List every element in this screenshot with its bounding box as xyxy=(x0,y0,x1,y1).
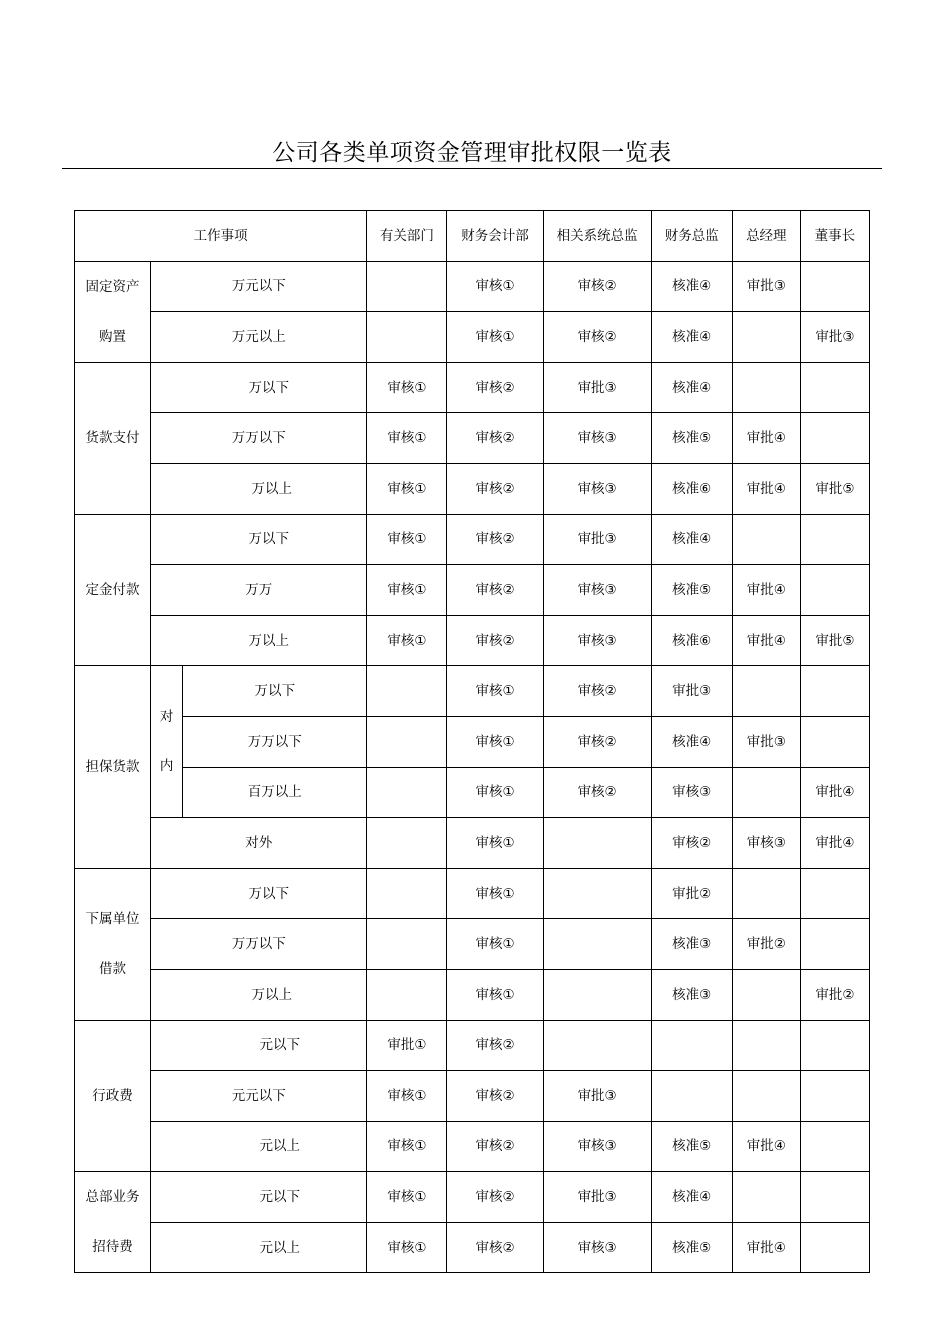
value-cell: 审核② xyxy=(543,312,651,363)
value-cell: 审批③ xyxy=(732,261,800,312)
value-cell: 审核① xyxy=(447,868,543,919)
item-cell: 万以下 xyxy=(183,666,367,717)
value-cell xyxy=(800,868,869,919)
header-row xyxy=(75,211,870,262)
internal-label-char: 内 xyxy=(159,757,174,774)
value-cell xyxy=(367,818,447,869)
category-label: 下属单位 xyxy=(85,911,140,928)
value-cell: 审核② xyxy=(543,666,651,717)
category-cell xyxy=(75,1172,151,1273)
value-cell: 核准④ xyxy=(651,362,732,413)
value-cell: 审批③ xyxy=(543,1172,651,1223)
value-cell: 审核① xyxy=(367,514,447,565)
value-cell: 审核② xyxy=(543,261,651,312)
item-cell: 百万以上 xyxy=(183,767,367,818)
value-cell xyxy=(800,1071,869,1122)
value-cell: 审批① xyxy=(367,1020,447,1071)
table-row xyxy=(75,565,870,616)
value-cell: 核准④ xyxy=(651,514,732,565)
internal-label-char: 对 xyxy=(159,708,174,725)
table-row xyxy=(75,666,870,717)
item-cell: 元以下 xyxy=(151,1172,367,1223)
table-body xyxy=(75,211,870,1273)
category-cell: 行政费 xyxy=(75,1020,151,1172)
category-label: 固定资产 xyxy=(85,278,140,295)
table-row xyxy=(75,1121,870,1172)
value-cell: 审批③ xyxy=(732,716,800,767)
item-cell: 元元以下 xyxy=(151,1071,367,1122)
item-cell: 元以上 xyxy=(151,1121,367,1172)
value-cell: 审核② xyxy=(447,514,543,565)
value-cell xyxy=(367,919,447,970)
category-label: 购置 xyxy=(99,328,127,345)
value-cell xyxy=(732,767,800,818)
value-cell: 审核③ xyxy=(543,463,651,514)
item-cell: 万以下 xyxy=(151,362,367,413)
table-row xyxy=(75,1172,870,1223)
value-cell: 审核① xyxy=(447,818,543,869)
value-cell: 审核② xyxy=(651,818,732,869)
value-cell xyxy=(367,969,447,1020)
value-cell: 审核② xyxy=(447,413,543,464)
value-cell: 核准⑥ xyxy=(651,615,732,666)
header-cell: 相关系统总监 xyxy=(543,211,651,262)
value-cell: 审批③ xyxy=(543,514,651,565)
value-cell: 核准⑤ xyxy=(651,1121,732,1172)
value-cell xyxy=(800,413,869,464)
value-cell xyxy=(367,767,447,818)
table-row xyxy=(75,463,870,514)
value-cell xyxy=(651,1071,732,1122)
value-cell xyxy=(800,514,869,565)
table-row xyxy=(75,261,870,312)
value-cell: 审批④ xyxy=(732,615,800,666)
value-cell: 审核③ xyxy=(651,767,732,818)
value-cell: 审核① xyxy=(367,1222,447,1273)
value-cell: 审核② xyxy=(447,565,543,616)
category-label: 总部业务 xyxy=(85,1189,140,1206)
value-cell: 审核① xyxy=(367,565,447,616)
value-cell: 审核② xyxy=(447,1172,543,1223)
value-cell xyxy=(800,666,869,717)
table-row xyxy=(75,362,870,413)
value-cell: 审核② xyxy=(447,463,543,514)
value-cell xyxy=(800,1172,869,1223)
value-cell: 审核② xyxy=(447,362,543,413)
value-cell: 核准④ xyxy=(651,261,732,312)
item-cell: 元以上 xyxy=(151,1222,367,1273)
value-cell: 审批④ xyxy=(732,463,800,514)
value-cell: 审核③ xyxy=(543,615,651,666)
item-cell: 对外 xyxy=(151,818,367,869)
value-cell: 核准④ xyxy=(651,312,732,363)
value-cell: 审核③ xyxy=(543,565,651,616)
item-cell: 万万以下 xyxy=(151,413,367,464)
header-cell: 工作事项 xyxy=(75,211,367,262)
value-cell xyxy=(732,969,800,1020)
internal-label-cell xyxy=(151,666,183,818)
value-cell: 核准④ xyxy=(651,1172,732,1223)
table-row xyxy=(75,969,870,1020)
value-cell: 审批③ xyxy=(800,312,869,363)
header-cell: 财务总监 xyxy=(651,211,732,262)
value-cell xyxy=(367,716,447,767)
table-row xyxy=(75,919,870,970)
table-row xyxy=(75,818,870,869)
value-cell: 审批② xyxy=(651,868,732,919)
value-cell: 核准⑤ xyxy=(651,1222,732,1273)
value-cell: 审核② xyxy=(543,716,651,767)
table-row xyxy=(75,767,870,818)
item-cell: 万以下 xyxy=(151,868,367,919)
table-row xyxy=(75,1222,870,1273)
value-cell: 审核① xyxy=(447,919,543,970)
value-cell: 核准④ xyxy=(651,716,732,767)
value-cell xyxy=(732,514,800,565)
value-cell xyxy=(732,1071,800,1122)
value-cell: 核准⑤ xyxy=(651,565,732,616)
value-cell xyxy=(800,716,869,767)
header-cell: 有关部门 xyxy=(367,211,447,262)
category-cell xyxy=(75,868,151,1020)
table-row xyxy=(75,615,870,666)
value-cell: 审核② xyxy=(543,767,651,818)
value-cell: 核准③ xyxy=(651,919,732,970)
item-cell: 万以下 xyxy=(151,514,367,565)
value-cell xyxy=(800,565,869,616)
value-cell: 审核① xyxy=(367,413,447,464)
item-cell: 万万以下 xyxy=(151,919,367,970)
item-cell: 万元以上 xyxy=(151,312,367,363)
value-cell xyxy=(543,818,651,869)
approval-authority-table xyxy=(74,210,870,1273)
value-cell: 审核① xyxy=(367,1071,447,1122)
value-cell: 审核③ xyxy=(543,1222,651,1273)
value-cell: 审批③ xyxy=(651,666,732,717)
value-cell xyxy=(367,666,447,717)
value-cell: 审批⑤ xyxy=(800,463,869,514)
table-row xyxy=(75,868,870,919)
value-cell: 审核③ xyxy=(543,1121,651,1172)
value-cell: 审批④ xyxy=(732,1121,800,1172)
value-cell: 审批④ xyxy=(732,413,800,464)
value-cell: 审核① xyxy=(447,312,543,363)
value-cell: 审批② xyxy=(732,919,800,970)
value-cell xyxy=(367,868,447,919)
category-label: 招待费 xyxy=(92,1239,133,1256)
value-cell: 审批③ xyxy=(543,362,651,413)
value-cell: 审批④ xyxy=(800,767,869,818)
value-cell: 审批④ xyxy=(732,565,800,616)
category-cell: 担保货款 xyxy=(75,666,151,868)
value-cell: 审核③ xyxy=(732,818,800,869)
value-cell xyxy=(800,261,869,312)
category-cell xyxy=(75,261,151,362)
table-row xyxy=(75,514,870,565)
value-cell: 审核① xyxy=(367,1172,447,1223)
item-cell: 万以上 xyxy=(151,969,367,1020)
value-cell xyxy=(732,1020,800,1071)
value-cell: 审核① xyxy=(367,615,447,666)
item-cell: 元以下 xyxy=(151,1020,367,1071)
value-cell xyxy=(732,1172,800,1223)
category-cell: 货款支付 xyxy=(75,362,151,514)
value-cell: 核准③ xyxy=(651,969,732,1020)
value-cell: 审核② xyxy=(447,615,543,666)
value-cell: 审核① xyxy=(447,969,543,1020)
value-cell xyxy=(732,868,800,919)
value-cell: 审核② xyxy=(447,1121,543,1172)
value-cell: 审核① xyxy=(367,362,447,413)
value-cell: 审批④ xyxy=(732,1222,800,1273)
item-cell: 万万以下 xyxy=(183,716,367,767)
value-cell xyxy=(543,969,651,1020)
value-cell xyxy=(732,362,800,413)
value-cell: 审批② xyxy=(800,969,869,1020)
value-cell: 审核① xyxy=(367,463,447,514)
value-cell: 审核① xyxy=(367,1121,447,1172)
header-cell: 总经理 xyxy=(732,211,800,262)
header-cell: 董事长 xyxy=(800,211,869,262)
page-title: 公司各类单项资金管理审批权限一览表 xyxy=(62,138,882,169)
category-cell: 定金付款 xyxy=(75,514,151,666)
value-cell: 审核① xyxy=(447,261,543,312)
value-cell: 审核③ xyxy=(543,413,651,464)
table-row xyxy=(75,1020,870,1071)
value-cell: 审批③ xyxy=(543,1071,651,1122)
item-cell: 万以上 xyxy=(151,615,367,666)
value-cell: 审批⑤ xyxy=(800,615,869,666)
value-cell xyxy=(732,312,800,363)
value-cell xyxy=(651,1020,732,1071)
value-cell: 审核① xyxy=(447,666,543,717)
value-cell: 审核① xyxy=(447,716,543,767)
value-cell: 审核② xyxy=(447,1020,543,1071)
value-cell xyxy=(367,261,447,312)
value-cell xyxy=(367,312,447,363)
item-cell: 万万 xyxy=(151,565,367,616)
value-cell: 审核① xyxy=(447,767,543,818)
value-cell: 核准⑤ xyxy=(651,413,732,464)
value-cell: 审核② xyxy=(447,1222,543,1273)
value-cell xyxy=(800,362,869,413)
value-cell xyxy=(543,868,651,919)
value-cell xyxy=(543,1020,651,1071)
value-cell xyxy=(543,919,651,970)
table-row xyxy=(75,312,870,363)
value-cell xyxy=(732,666,800,717)
value-cell xyxy=(800,1222,869,1273)
value-cell: 审核② xyxy=(447,1071,543,1122)
value-cell: 核准⑥ xyxy=(651,463,732,514)
table-row xyxy=(75,1071,870,1122)
item-cell: 万元以下 xyxy=(151,261,367,312)
header-cell: 财务会计部 xyxy=(447,211,543,262)
category-label: 借款 xyxy=(99,961,127,978)
value-cell xyxy=(800,1020,869,1071)
table-row xyxy=(75,413,870,464)
value-cell: 审批④ xyxy=(800,818,869,869)
table-row xyxy=(75,716,870,767)
value-cell xyxy=(800,1121,869,1172)
item-cell: 万以上 xyxy=(151,463,367,514)
value-cell xyxy=(800,919,869,970)
